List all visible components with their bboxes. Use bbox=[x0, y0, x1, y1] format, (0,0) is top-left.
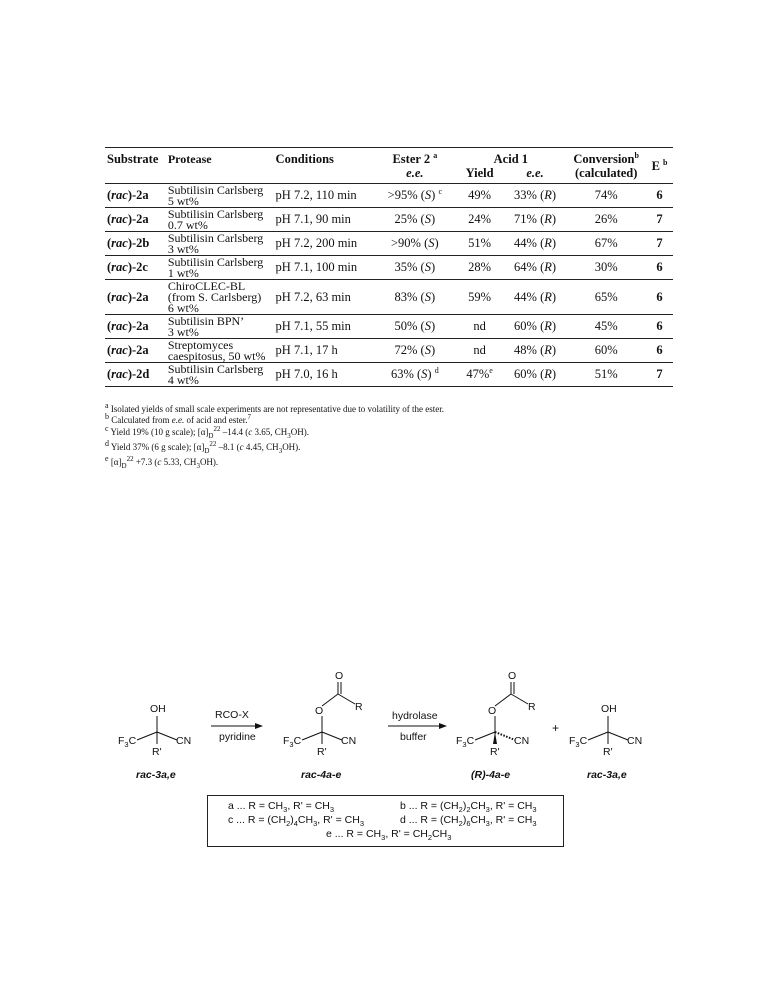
cell-conditions: pH 7.1, 100 min bbox=[274, 256, 375, 280]
cell-yield: 28% bbox=[455, 256, 503, 280]
results-table bbox=[105, 147, 673, 387]
cell-conversion: 45% bbox=[566, 315, 646, 339]
header-protease: Protease bbox=[167, 152, 212, 166]
cell-e: 7 bbox=[646, 208, 673, 232]
cell-conditions: pH 7.2, 110 min bbox=[274, 184, 375, 208]
header-yield: Yield bbox=[455, 166, 503, 184]
atom-o-carbonyl-2: O bbox=[335, 670, 344, 682]
header-conditions: Conditions bbox=[275, 152, 334, 166]
atom-rprime-4: R' bbox=[603, 746, 613, 758]
cell-e: 6 bbox=[646, 184, 673, 208]
atom-o-ester-2: O bbox=[315, 705, 324, 717]
footnote-e: $^e$ $[\alpha]_D^{22} +7.3$ (c 5.33, $CH_3OH$). bbox=[105, 453, 219, 470]
cell-ester-ee: 35% (S) bbox=[374, 256, 455, 280]
reagent-pyridine: pyridine bbox=[219, 731, 256, 743]
header-ester: Ester 2 $^a$ bbox=[392, 150, 438, 166]
cell-yield: nd bbox=[455, 315, 503, 339]
reagent-buffer: buffer bbox=[400, 731, 427, 743]
cell-protease: Subtilisin Carlsberg 3 wt% bbox=[166, 232, 274, 256]
cell-conversion: 51% bbox=[566, 363, 646, 387]
cell-yield: 49% bbox=[455, 184, 503, 208]
header-substrate: Substrate bbox=[107, 152, 159, 166]
atom-f3c-1: $F_3C$ bbox=[118, 735, 137, 749]
cell-acid-ee: 64% (R) bbox=[504, 256, 566, 280]
cell-yield: 47%$^e$ bbox=[455, 363, 503, 387]
compound-label-3: (R)-4a-e bbox=[471, 769, 511, 781]
substituent-legend bbox=[207, 795, 564, 847]
legend-e: e ... $R = CH_3$, $R' = CH_2CH_3$ bbox=[326, 828, 452, 843]
atom-f3c-4: $F_3C$ bbox=[569, 735, 588, 749]
legend-c: c ... $R = (CH_2)_4CH_3$, $R' = CH_3$ bbox=[228, 814, 364, 829]
cell-conditions: pH 7.1, 90 min bbox=[274, 208, 375, 232]
cell-substrate: (rac)-2a bbox=[105, 208, 166, 232]
bond-c-cf3-1 bbox=[137, 732, 157, 740]
header-conversion: Conversion$^b$ bbox=[573, 150, 639, 166]
wedge-bond bbox=[493, 732, 497, 744]
cell-ester-ee: 63% (S) $^d$ bbox=[374, 363, 455, 387]
reagent-rco-x: RCO-X bbox=[215, 709, 249, 721]
header-ester-ee: e.e. bbox=[374, 166, 455, 184]
header-e: E $^b$ bbox=[646, 148, 673, 184]
cell-conversion: 65% bbox=[566, 280, 646, 315]
cell-ester-ee: 25% (S) bbox=[374, 208, 455, 232]
header-conversion-calc: (calculated) bbox=[566, 166, 646, 184]
cell-acid-ee: 44% (R) bbox=[504, 280, 566, 315]
atom-cn-4: CN bbox=[627, 735, 643, 747]
header-acid-ee: e.e. bbox=[504, 166, 566, 184]
table-footnotes bbox=[105, 401, 665, 472]
cell-conversion: 26% bbox=[566, 208, 646, 232]
cell-acid-ee: 60% (R) bbox=[504, 363, 566, 387]
cell-ester-ee: >90% (S) bbox=[374, 232, 455, 256]
cell-ester-ee: 83% (S) bbox=[374, 280, 455, 315]
atom-rprime-2: R' bbox=[317, 746, 327, 758]
reaction-scheme bbox=[105, 660, 665, 795]
legend-b: b ... $R = (CH_2)_2CH_3$, $R' = CH_3$ bbox=[400, 800, 537, 815]
atom-r-2: R bbox=[355, 701, 363, 713]
cell-acid-ee: 71% (R) bbox=[504, 208, 566, 232]
cell-e: 6 bbox=[646, 315, 673, 339]
atom-r-3: R bbox=[528, 701, 536, 713]
atom-o-carbonyl-3: O bbox=[508, 670, 517, 682]
table-row bbox=[105, 232, 673, 256]
table-body bbox=[105, 184, 673, 387]
header-acid: Acid 1 bbox=[493, 152, 529, 166]
cell-acid-ee: 44% (R) bbox=[504, 232, 566, 256]
footnote-b: $^b$ Calculated from e.e. of acid and ester.$^7$ bbox=[105, 412, 251, 426]
cell-conversion: 30% bbox=[566, 256, 646, 280]
cell-protease: Subtilisin Carlsberg 5 wt% bbox=[166, 184, 274, 208]
cell-ester-ee: >95% (S) $^c$ bbox=[374, 184, 455, 208]
scheme-svg bbox=[105, 660, 665, 790]
cell-yield: 24% bbox=[455, 208, 503, 232]
cell-e: 6 bbox=[646, 339, 673, 363]
atom-oh-1: OH bbox=[150, 703, 166, 715]
cell-acid-ee: 33% (R) bbox=[504, 184, 566, 208]
bond-c-cn-1 bbox=[157, 732, 177, 740]
cell-conditions: pH 7.0, 16 h bbox=[274, 363, 375, 387]
cell-e: 7 bbox=[646, 232, 673, 256]
table-row bbox=[105, 363, 673, 387]
cell-e: 7 bbox=[646, 363, 673, 387]
cell-ester-ee: 72% (S) bbox=[374, 339, 455, 363]
footnote-c: $^c$ Yield 19% (10 g scale); $[\alpha]_D^{22}$ –14.4 (c 3.65, $CH_3OH$). bbox=[105, 423, 309, 440]
cell-acid-ee: 48% (R) bbox=[504, 339, 566, 363]
cell-protease: Subtilisin Carlsberg 1 wt% bbox=[166, 256, 274, 280]
cell-substrate: (rac)-2a bbox=[105, 184, 166, 208]
cell-substrate: (rac)-2a bbox=[105, 315, 166, 339]
footnote-a: $^a$ Isolated yields of small scale experiments are not representative due to volatility of the ester. bbox=[105, 401, 444, 414]
cell-protease: ChiroCLEC-BL (from S. Carlsberg) 6 wt% bbox=[166, 280, 274, 315]
cell-yield: 51% bbox=[455, 232, 503, 256]
compound-label-2: rac-4a-e bbox=[301, 769, 342, 781]
table-row bbox=[105, 256, 673, 280]
cell-conditions: pH 7.1, 17 h bbox=[274, 339, 375, 363]
table-row bbox=[105, 184, 673, 208]
legend-d: d ... $R = (CH_2)_6CH_3$, $R' = CH_3$ bbox=[400, 814, 537, 829]
table-row bbox=[105, 208, 673, 232]
cell-ester-ee: 50% (S) bbox=[374, 315, 455, 339]
cell-protease: Subtilisin Carlsberg 4 wt% bbox=[166, 363, 274, 387]
table-row bbox=[105, 339, 673, 363]
cell-acid-ee: 60% (R) bbox=[504, 315, 566, 339]
atom-rprime-3: R' bbox=[490, 746, 500, 758]
cell-substrate: (rac)-2a bbox=[105, 280, 166, 315]
cell-conversion: 60% bbox=[566, 339, 646, 363]
cell-e: 6 bbox=[646, 256, 673, 280]
plus-sign: + bbox=[552, 721, 560, 735]
cell-yield: nd bbox=[455, 339, 503, 363]
atom-f3c-2: $F_3C$ bbox=[283, 735, 302, 749]
cell-substrate: (rac)-2b bbox=[105, 232, 166, 256]
atom-cn-3: CN bbox=[514, 735, 530, 747]
cell-yield: 59% bbox=[455, 280, 503, 315]
cell-conversion: 67% bbox=[566, 232, 646, 256]
cell-conditions: pH 7.1, 55 min bbox=[274, 315, 375, 339]
compound-label-1: rac-3a,e bbox=[136, 769, 176, 781]
cell-protease: Streptomyces caespitosus, 50 wt% bbox=[166, 339, 274, 363]
atom-cn-1: CN bbox=[176, 735, 192, 747]
reagent-hydrolase: hydrolase bbox=[392, 710, 438, 722]
legend-a: a ... $R = CH_3$, $R' = CH_3$ bbox=[228, 800, 335, 815]
cell-conditions: pH 7.2, 63 min bbox=[274, 280, 375, 315]
atom-oh-4: OH bbox=[601, 703, 617, 715]
table-row bbox=[105, 280, 673, 315]
compound-label-4: rac-3a,e bbox=[587, 769, 627, 781]
cell-protease: Subtilisin Carlsberg 0.7 wt% bbox=[166, 208, 274, 232]
table-row bbox=[105, 315, 673, 339]
atom-o-ester-3: O bbox=[488, 705, 497, 717]
cell-e: 6 bbox=[646, 280, 673, 315]
atom-rprime-1: R' bbox=[152, 746, 162, 758]
footnote-d: $^d$ Yield 37% (6 g scale); $[\alpha]_D^{22}$ –8.1 (c 4.45, $CH_3OH$). bbox=[105, 438, 301, 455]
cell-conversion: 74% bbox=[566, 184, 646, 208]
atom-f3c-3: $F_3C$ bbox=[456, 735, 475, 749]
cell-substrate: (rac)-2d bbox=[105, 363, 166, 387]
cell-conditions: pH 7.2, 200 min bbox=[274, 232, 375, 256]
atom-cn-2: CN bbox=[341, 735, 357, 747]
cell-protease: Subtilisin BPN’ 3 wt% bbox=[166, 315, 274, 339]
cell-substrate: (rac)-2a bbox=[105, 339, 166, 363]
cell-substrate: (rac)-2c bbox=[105, 256, 166, 280]
